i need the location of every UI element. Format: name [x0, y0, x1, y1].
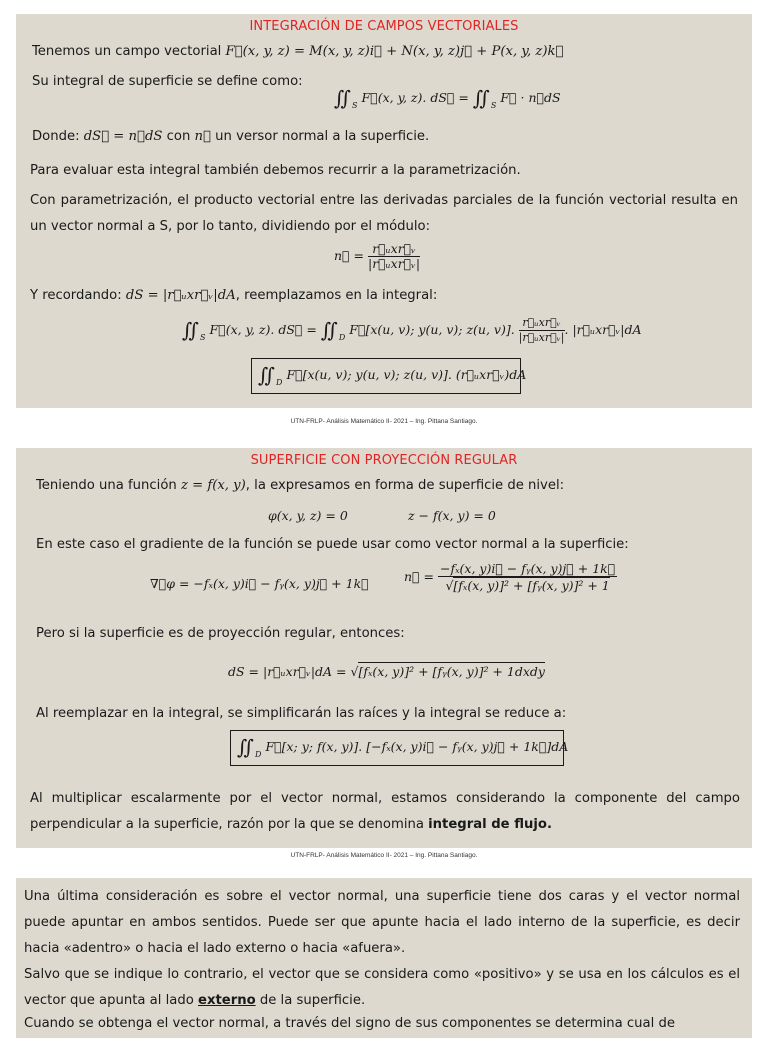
sign-paragraph: Cuando se obtenga el vector normal, a través del signo de sus componentes se determina cual de [24, 1016, 675, 1031]
surface-integral-definition-equation: $∬_SF⃗(x$, y, z). dS⃗ = $∬_SF⃗$ · n⃗dS [334, 86, 561, 110]
slide-integracion-campos [16, 14, 752, 408]
level-surface-explicit-equation: z − f(x, y) = 0 [408, 508, 496, 523]
flux-term: integral de flujo. [428, 817, 552, 832]
surface-element-equation: dS = |r⃗ᵤxr⃗ᵥ|dA = √[fₓ(x, y)]² + [fᵧ(x, y)]² + 1dxdy [228, 664, 545, 679]
normal-vector-equation: n⃗ = $\frac{\text{r⃗ᵤxr⃗ᵥ}}{\text{|r⃗ᵤxr⃗ᵥ|}}$ [334, 241, 421, 271]
recordando-line: Y recordando: dS = |r⃗ᵤxr⃗ᵥ|dA, reemplazamos en la integral: [30, 288, 438, 303]
slide-title: INTEGRACIÓN DE CAMPOS VECTORIALES [249, 19, 519, 34]
result-box-parametrized: $∬_DF⃗[x(u$, v); y(u, v); z(u, v)]. (r⃗ᵤxr⃗ᵥ)dA [251, 358, 521, 394]
positive-normal-paragraph: Salvo que se indique lo contrario, el vector que se considera como «positivo» y se usa en los cálculos es el vector que apunta al lado externo de la superficie. [24, 967, 740, 1008]
slide-title: SUPERFICIE CON PROYECCIÓN REGULAR [250, 453, 518, 468]
donde-line: Donde: dS⃗ = n⃗dS con n⃗ un versor normal a la superficie. [32, 129, 430, 144]
flux-paragraph: Al multiplicar escalarmente por el vector normal, estamos considerando la componente del campo perpendicular a la superficie, razón por la que se denomina integral de flujo. [30, 791, 740, 832]
unit-normal-equation: n⃗ = $\frac{\text{−fₓ(x, y)i⃗ − fᵧ(x, y)j⃗ + 1k⃗}}{\text{√[fₓ(x, y)]² + [fᵧ(x, y)]² + 1}}$ [404, 561, 616, 593]
parametrized-integral-equation: $∬_SF⃗(x$, y, z). dS⃗ = $∬_DF⃗[x(u$, v); y(u, v); z(u, v)]. $\frac{\text{r⃗ᵤxr⃗ᵥ}}{\text{|r⃗ᵤxr⃗ᵥ|}}$ . |r⃗ᵤxr⃗ᵥ|dA [182, 316, 642, 344]
footer-credit: UTN-FRLP- Análisis Matemático II- 2021 – Ing. Pittana Santiago. [290, 852, 478, 859]
externo-term: externo [198, 993, 256, 1008]
regular-projection-intro: Pero si la superficie es de proyección regular, entonces: [36, 626, 405, 641]
gradient-intro: En este caso el gradiente de la función se puede usar como vector normal a la superficie: [36, 537, 629, 552]
paragraph-cross-product: Con parametrización, el producto vectorial entre las derivadas parciales de la función vectorial resulta en un vector normal a S, por lo tanto, dividiendo por el módulo: [30, 193, 738, 234]
simplification-intro: Al reemplazar en la integral, se simplificarán las raíces y la integral se reduce a: [36, 706, 567, 721]
orientation-paragraph: Una última consideración es sobre el vector normal, una superficie tiene dos caras y el vector normal puede apuntar en ambos sentidos. Puede ser que apunte hacia el lado interno de la superficie, es decir hacia «adentro» o hacia el lado externo o hacia «afuera». [24, 889, 740, 956]
field-definition-line: Tenemos un campo vectorial F⃗(x, y, z) = M(x, y, z)i⃗ + N(x, y, z)j⃗ + P(x, y, z)k⃗ [32, 44, 564, 59]
surface-integral-intro: Su integral de superficie se define como: [32, 74, 303, 89]
result-box-flux: $∬_DF⃗[x$; y; f(x, y)]. [−fₓ(x, y)i⃗ − fᵧ(x, y)j⃗ + 1k⃗]dA [230, 730, 564, 766]
level-surface-intro: Teniendo una función z = f(x, y), la expresamos en forma de superficie de nivel: [36, 478, 565, 493]
slide-proyeccion-regular [16, 448, 752, 848]
paragraph-parametrization: Para evaluar esta integral también debemos recurrir a la parametrización. [30, 163, 521, 178]
footer-credit: UTN-FRLP- Análisis Matemático II- 2021 – Ing. Pittana Santiago. [290, 418, 478, 425]
level-surface-equation: φ(x, y, z) = 0 [268, 508, 348, 523]
gradient-equation: ∇⃗φ = −fₓ(x, y)i⃗ − fᵧ(x, y)j⃗ + 1k⃗ [150, 576, 369, 591]
slide-normal-orientation [16, 878, 752, 1038]
